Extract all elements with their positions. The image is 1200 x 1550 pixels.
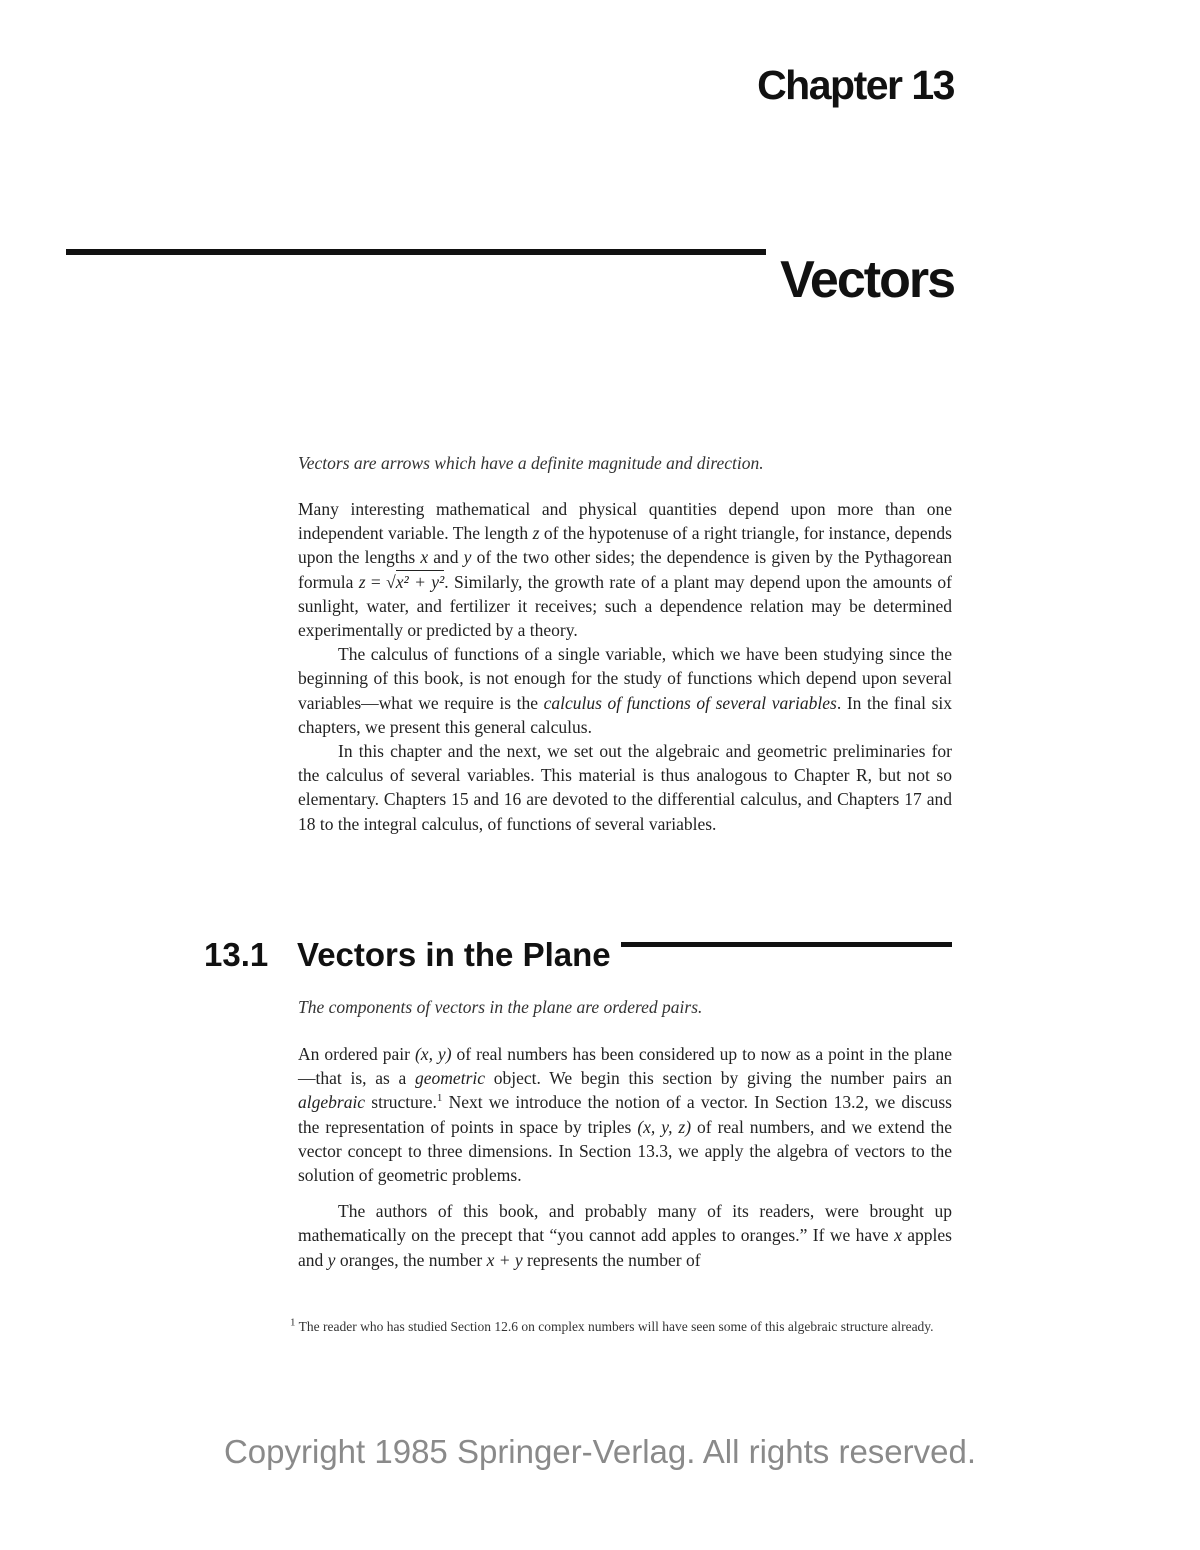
section-body (298, 1042, 952, 1272)
chapter-epigraph-text: Vectors are arrows which have a definite magnitude and direction. (298, 453, 764, 473)
footnote (290, 1317, 946, 1337)
text: The authors of this book, and probably many of its readers, were brought up mathematically on the precept that “you cannot add apples to oranges.” If we have (298, 1201, 952, 1246)
text: . Similarly, the growth rate of a plant may depend upon the amounts of sunlight, water, and fertilizer it receives; such a dependence relation may be determined experimentally or predicted by a theory. (298, 571, 953, 641)
footnote-marker: 1 (436, 1092, 443, 1105)
pythagorean-formula (359, 570, 445, 592)
intro-paragraph-2 (298, 642, 952, 739)
intro-paragraph-3: In this chapter and the next, we set out the algebraic and geometric preliminaries for the calculus of several variables. This material is thus analogous to Chapter R, but not so elementary. Chapters 15 and 16 are devoted to the differential calculus, and Chapters 17 and 18 to the integral calculus, of functions of several variables. (298, 741, 952, 834)
formula-radicand: x² + y² (395, 571, 445, 592)
footnote-text: The reader who has studied Section 12.6 on complex numbers will have seen some of this algebraic structure already. (295, 1319, 934, 1334)
text: Next we introduce the notion of a vector. In Section 13.2, we discuss the representation of points in space by triples (298, 1092, 952, 1137)
text: The calculus of functions of a single variable, which we have been studying since the beginning of this book, is not enough for the study of functions which depend upon several variables—what we require is the (298, 644, 952, 713)
emphasis: calculus of functions of several variables (543, 692, 837, 713)
text: of the two other sides; the dependence is given by the Pythagorean formula (298, 547, 952, 592)
footnote-mark: 1 (290, 1316, 296, 1329)
section-epigraph-text: The components of vectors in the plane are ordered pairs. (298, 997, 703, 1017)
text: Many interesting mathematical and physical quantities depend upon more than one independent variable. The length (298, 499, 952, 544)
chapter-epigraph (298, 451, 952, 475)
text: . In the final six chapters, we present this general calculus. (298, 692, 952, 737)
text: of real numbers has been considered up to now as a point in the plane—that is, as a (298, 1044, 952, 1089)
text: apples and (298, 1225, 952, 1270)
var-z: z (532, 523, 540, 544)
chapter-title: Vectors (780, 251, 954, 309)
text: and (428, 547, 464, 568)
text: structure. (365, 1092, 437, 1113)
sqrt-symbol: √ (386, 571, 396, 592)
text: of the hypotenuse of a right triangle, for instance, depends upon the lengths (298, 523, 952, 568)
text: An ordered pair (298, 1044, 415, 1064)
section-paragraph-2 (298, 1199, 952, 1272)
chapter-label: Chapter 13 (757, 62, 954, 108)
text: object. We begin this section by giving the number pairs an (485, 1068, 952, 1089)
chapter-intro (298, 497, 952, 836)
section-heading (204, 930, 952, 980)
emphasis: algebraic (298, 1092, 366, 1113)
text: represents the number of (522, 1249, 701, 1270)
text: of real numbers, and we extend the vector concept to three dimensions. In Section 13.3, we apply the algebra of vectors to the solution of geometric problems. (298, 1116, 952, 1186)
text: oranges, the number (335, 1249, 487, 1270)
emphasis: geometric (415, 1068, 486, 1089)
section-title: Vectors in the Plane (297, 936, 611, 973)
var-x: x (894, 1225, 902, 1246)
sum: x + y (486, 1249, 523, 1270)
var-x: x (420, 547, 429, 568)
var-y: y (463, 547, 472, 568)
section-paragraph-1 (298, 1042, 952, 1187)
section-rule (621, 942, 952, 947)
triple: (x, y, z) (637, 1116, 692, 1137)
copyright-notice: Copyright 1985 Springer-Verlag. All rights reserved. (223, 1433, 977, 1470)
section-number: 13.1 (204, 936, 269, 973)
ordered-pair: (x, y) (414, 1044, 452, 1064)
formula-eq: = (365, 571, 387, 592)
chapter-title-rule (66, 249, 766, 255)
intro-paragraph-1 (298, 497, 952, 642)
formula-lhs: z (358, 571, 366, 592)
var-y: y (327, 1249, 336, 1270)
section-epigraph (298, 995, 952, 1019)
